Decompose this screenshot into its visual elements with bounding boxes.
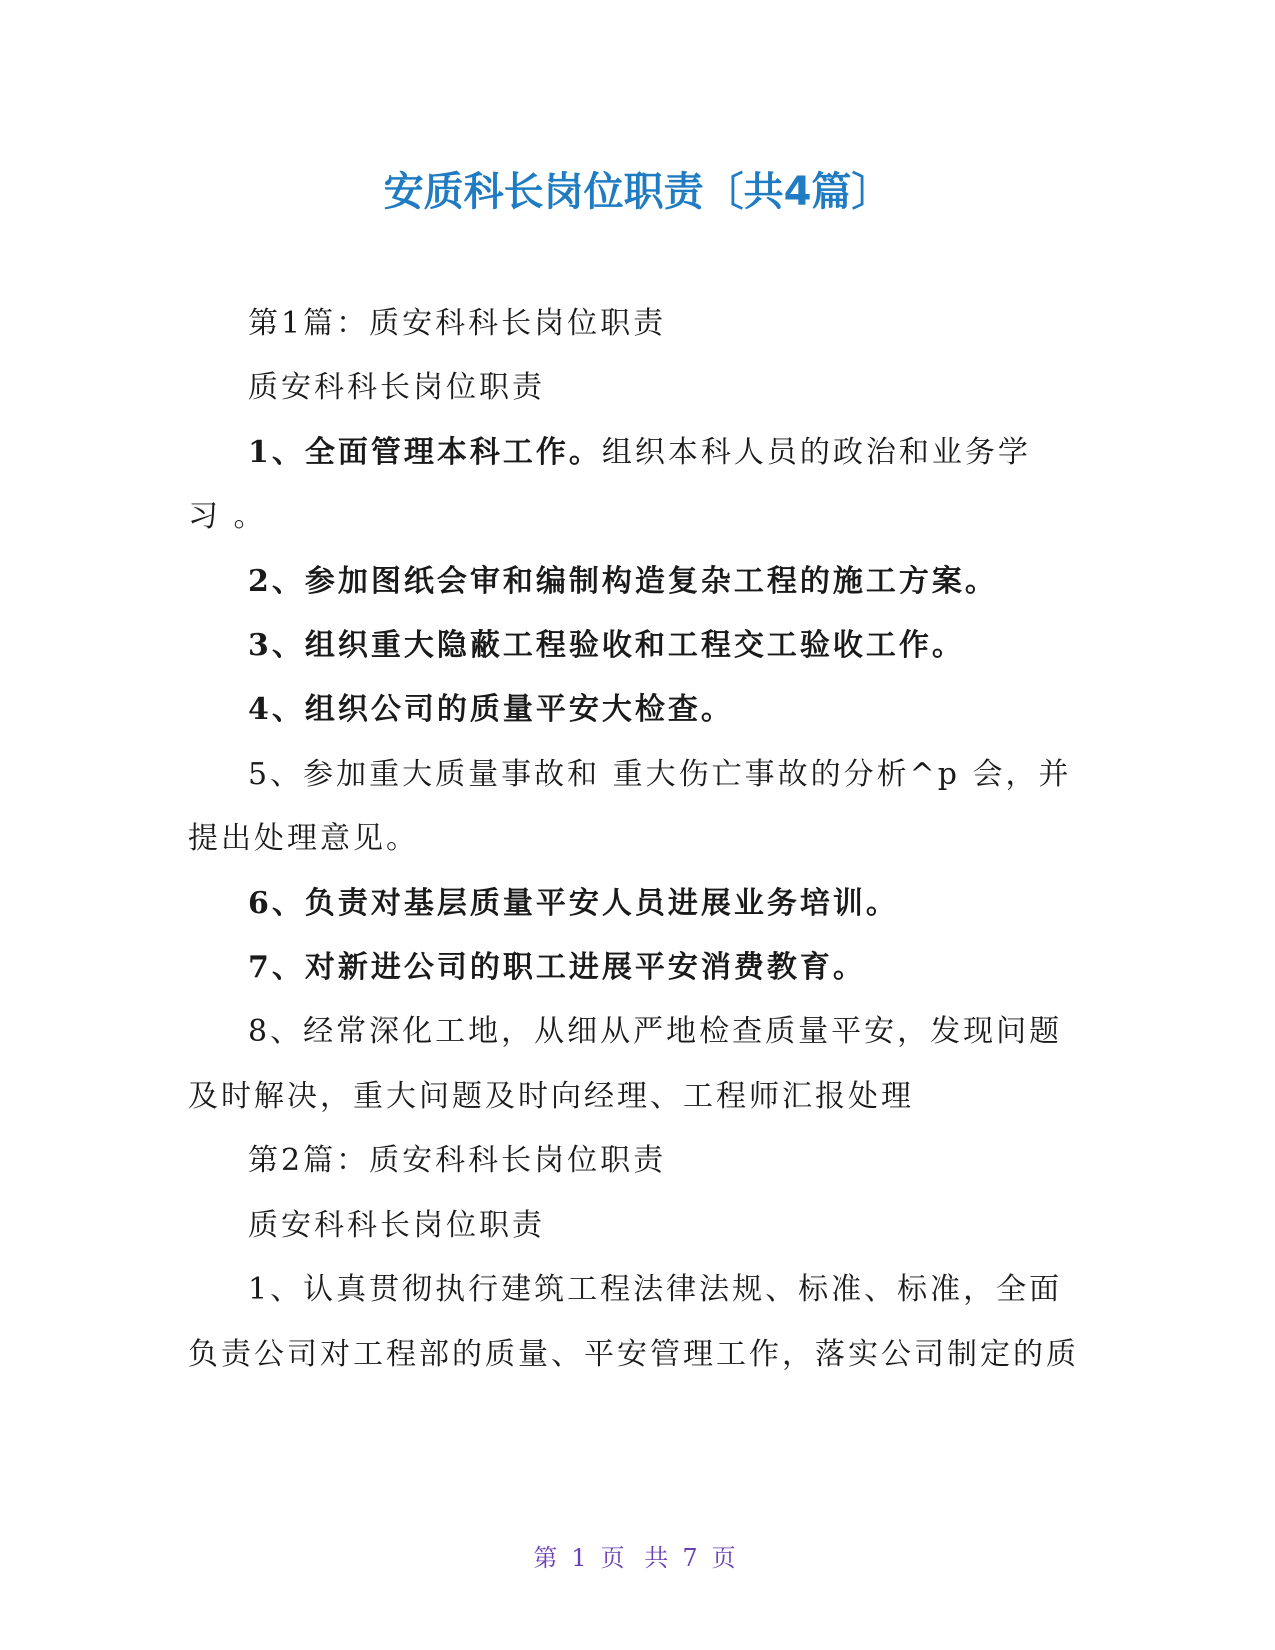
paragraph: 1、全面管理本科工作。组织本科人员的政治和业务学习 。: [188, 434, 1031, 535]
paragraph: 1、认真贯彻执行建筑工程法律法规、标准、标准，全面负责公司对工程部的质量、平安管理工作，落实公司制定的质: [188, 1272, 1079, 1372]
paragraph: 2、参加图纸会审和编制构造复杂工程的施工方案。: [248, 563, 998, 599]
footer-total-pages: 7: [682, 1544, 704, 1572]
footer-label-of: 页 共: [600, 1544, 675, 1572]
paragraph: 第2篇：质安科科长岗位职责: [248, 1143, 667, 1179]
paragraph: 质安科科长岗位职责: [248, 1207, 545, 1243]
paragraph: 7、对新进公司的职工进展平安消费教育。: [248, 950, 866, 986]
document-body: [188, 292, 1093, 1387]
paragraph: 3、组织重大隐蔽工程验收和工程交工验收工作。: [248, 628, 965, 664]
footer-label-end: 页: [711, 1544, 742, 1572]
paragraph: 8、经常深化工地，从细从严地检查质量平安，发现问题及时解决，重大问题及时向经理、工程师汇报处理: [188, 1014, 1063, 1114]
footer-current-page: 1: [571, 1544, 593, 1572]
document-title: 安质科长岗位职责〔共4篇〕: [383, 169, 892, 215]
paragraph: 质安科科长岗位职责: [248, 370, 545, 406]
paragraph: 5、参加重大质量事故和 重大伤亡事故的分析^p 会，并提出处理意见。: [188, 756, 1072, 857]
page-footer: [0, 1538, 1275, 1573]
paragraph: 6、负责对基层质量平安人员进展业务培训。: [248, 885, 899, 921]
footer-label-page: 第: [533, 1544, 564, 1572]
paragraph: 4、组织公司的质量平安大检查。: [248, 692, 734, 728]
paragraph: 第1篇：质安科科长岗位职责: [248, 306, 667, 341]
